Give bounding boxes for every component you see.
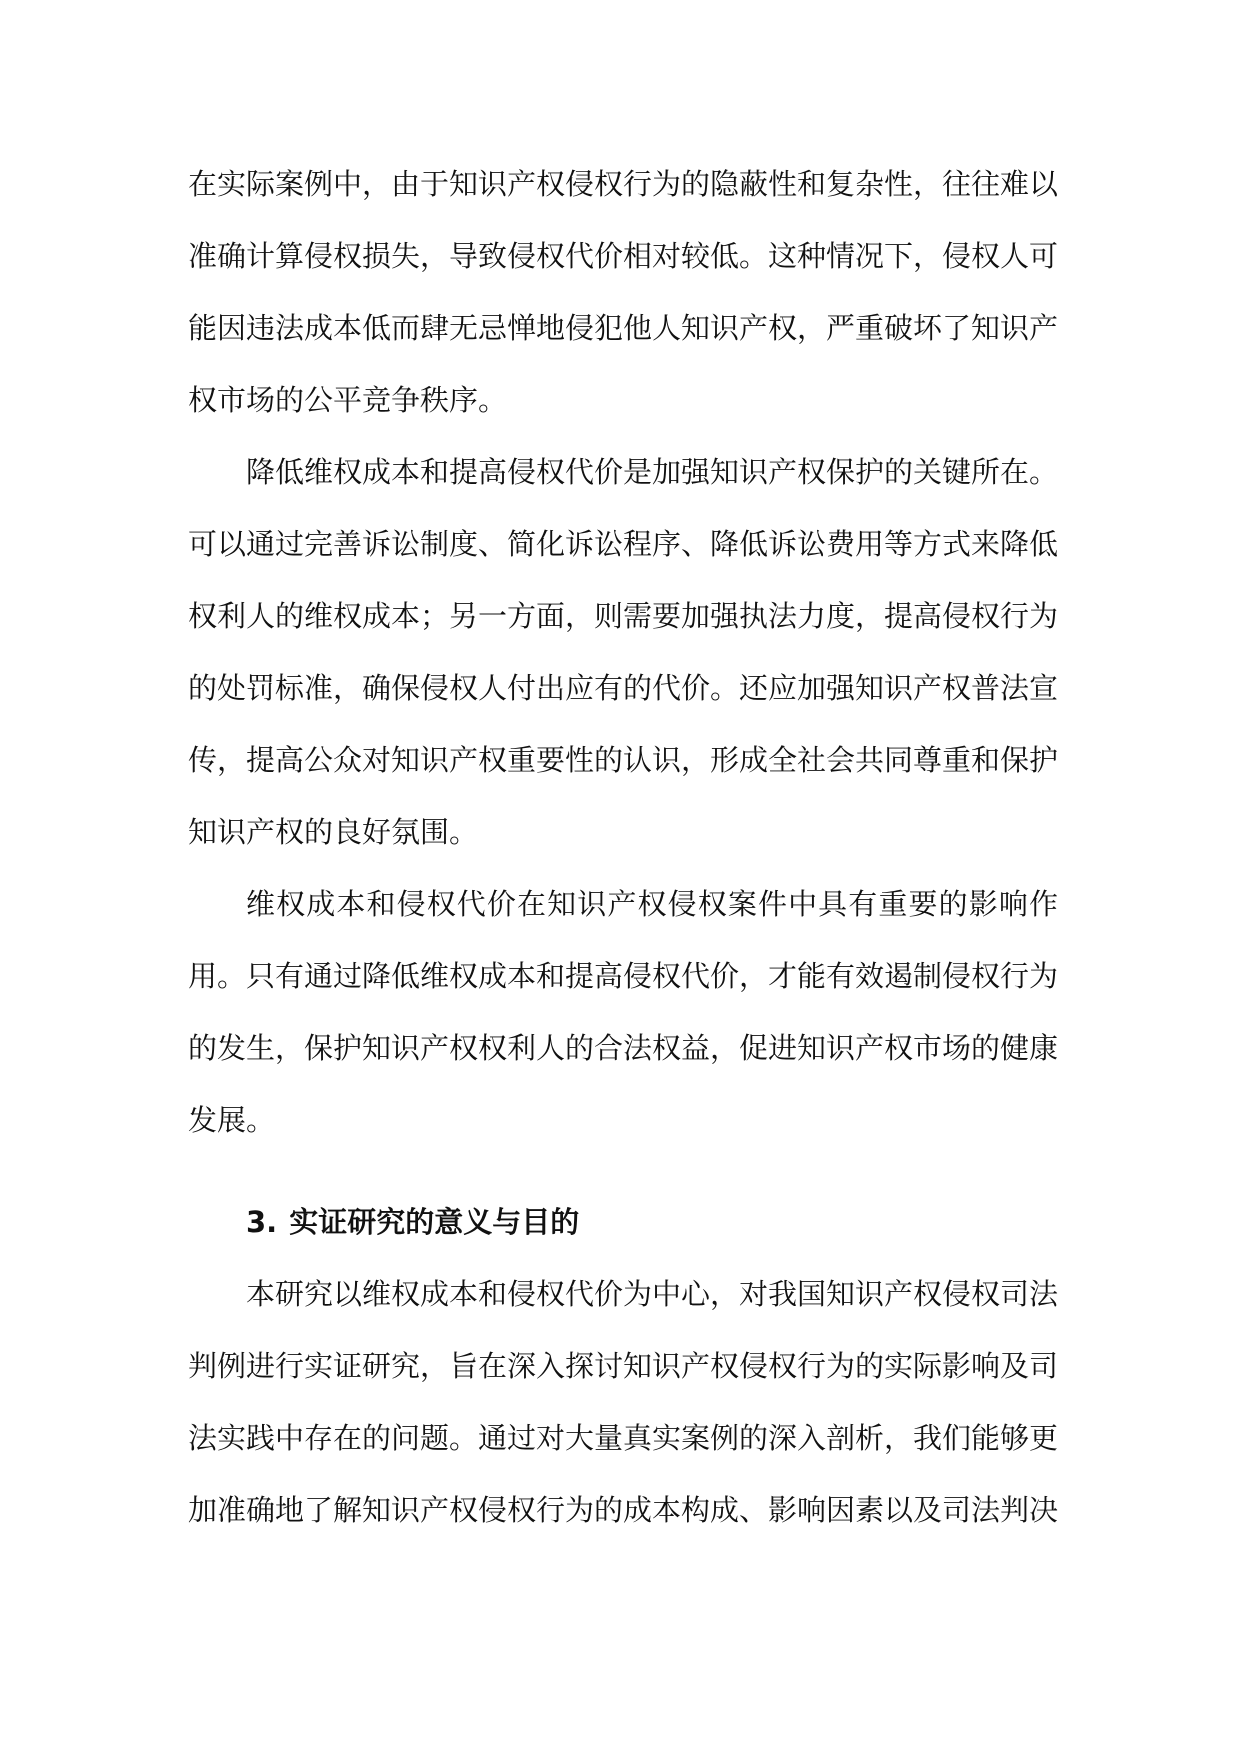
paragraph-4: 本研究以维权成本和侵权代价为中心，对我国知识产权侵权司法判例进行实证研究，旨在深入探讨知识产权侵权行为的实际影响及司法实践中存在的问题。通过对大量真实案例的深入剖析，我们能够更加准确地了解知识产权侵权行为的成本构成、影响因素以及司法判决 [188, 1277, 1059, 1527]
section-heading [188, 1186, 1058, 1258]
paragraph-1: 在实际案例中，由于知识产权侵权行为的隐蔽性和复杂性，往往难以准确计算侵权损失，导致侵权代价相对较低。这种情况下，侵权人可能因违法成本低而肆无忌惮地侵犯他人知识产权，严重破坏了知识产权市场的公平竞争秩序。 [188, 167, 1059, 417]
document-body [188, 148, 1058, 1546]
paragraph-2: 降低维权成本和提高侵权代价是加强知识产权保护的关键所在。可以通过完善诉讼制度、简化诉讼程序、降低诉讼费用等方式来降低权利人的维权成本；另一方面，则需要加强执法力度，提高侵权行为的处罚标准，确保侵权人付出应有的代价。还应加强知识产权普法宣传，提高公众对知识产权重要性的认识，形成全社会共同尊重和保护知识产权的良好氛围。 [188, 455, 1059, 849]
paragraph-3: 维权成本和侵权代价在知识产权侵权案件中具有重要的影响作用。只有通过降低维权成本和提高侵权代价，才能有效遏制侵权行为的发生，保护知识产权权利人的合法权益，促进知识产权市场的健康发展。 [188, 887, 1059, 1137]
section-number: 3. [246, 1205, 278, 1239]
section-title: 实证研究的意义与目的 [289, 1205, 580, 1239]
